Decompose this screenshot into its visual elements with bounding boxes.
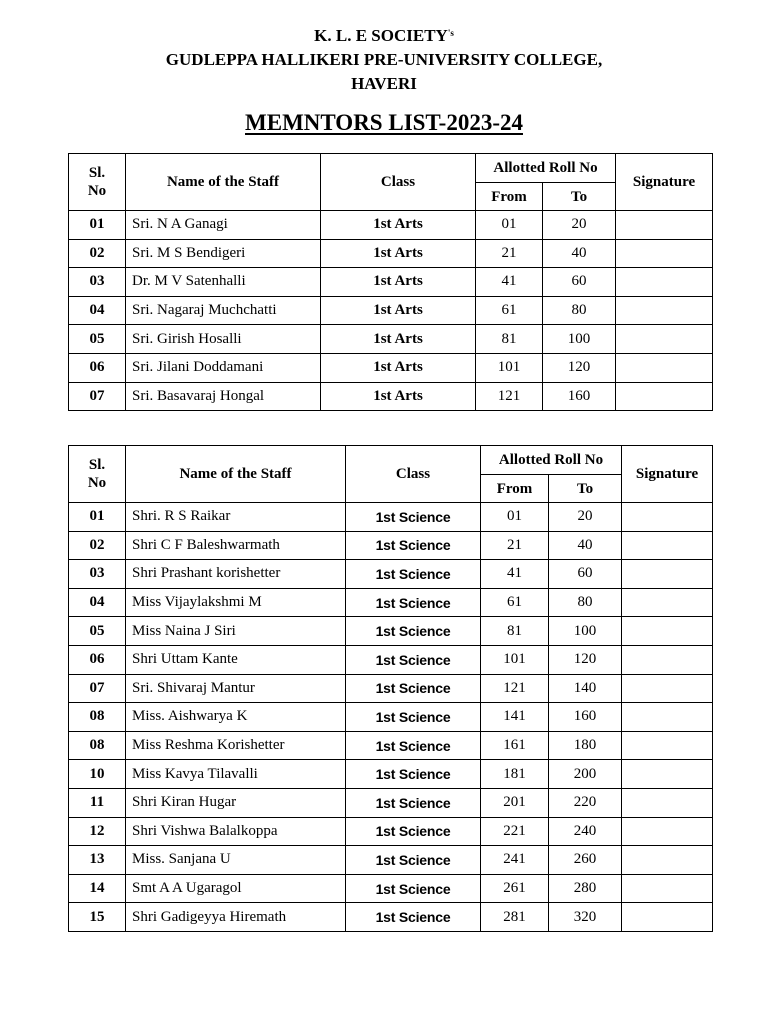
row-class: 1st Science xyxy=(346,903,481,932)
row-staff-name: Sri. Jilani Doddamani xyxy=(126,353,321,382)
row-roll-from: 81 xyxy=(481,617,549,646)
row-roll-to: 120 xyxy=(549,645,622,674)
table-row xyxy=(69,874,713,903)
row-staff-name: Shri Uttam Kante xyxy=(126,645,346,674)
row-class: 1st Science xyxy=(346,588,481,617)
row-roll-to: 40 xyxy=(549,531,622,560)
row-sl-number: 12 xyxy=(69,817,126,846)
table-row xyxy=(69,560,713,589)
col-header-from: From xyxy=(481,475,549,503)
row-roll-from: 01 xyxy=(476,211,543,240)
row-class: 1st Science xyxy=(346,846,481,875)
row-roll-to: 220 xyxy=(549,788,622,817)
row-staff-name: Sri. M S Bendigeri xyxy=(126,239,321,268)
row-sl-number: 05 xyxy=(69,325,126,354)
row-signature-cell xyxy=(616,239,713,268)
row-sl-number: 04 xyxy=(69,296,126,325)
table-row xyxy=(69,903,713,932)
table-row xyxy=(69,531,713,560)
row-class: 1st Science xyxy=(346,703,481,732)
row-roll-from: 121 xyxy=(476,382,543,411)
row-signature-cell xyxy=(616,382,713,411)
row-sl-number: 14 xyxy=(69,874,126,903)
row-roll-to: 200 xyxy=(549,760,622,789)
row-roll-to: 260 xyxy=(549,846,622,875)
table-row xyxy=(69,760,713,789)
row-sl-number: 08 xyxy=(69,703,126,732)
row-staff-name: Miss. Aishwarya K xyxy=(126,703,346,732)
row-class: 1st Science xyxy=(346,817,481,846)
table-row xyxy=(69,846,713,875)
table-row xyxy=(69,353,713,382)
col-header-signature: Signature xyxy=(616,154,713,211)
row-signature-cell xyxy=(622,503,713,532)
row-signature-cell xyxy=(622,817,713,846)
table-row xyxy=(69,817,713,846)
row-class: 1st Science xyxy=(346,874,481,903)
row-roll-from: 261 xyxy=(481,874,549,903)
col-header-sl: Sl. No xyxy=(69,446,126,503)
row-roll-to: 280 xyxy=(549,874,622,903)
row-sl-number: 07 xyxy=(69,674,126,703)
row-staff-name: Sri. Basavaraj Hongal xyxy=(126,382,321,411)
row-signature-cell xyxy=(622,760,713,789)
col-header-allotted: Allotted Roll No xyxy=(481,446,622,475)
row-roll-to: 20 xyxy=(549,503,622,532)
row-roll-to: 100 xyxy=(543,325,616,354)
col-header-sl: Sl. No xyxy=(69,154,126,211)
table-row xyxy=(69,674,713,703)
row-class: 1st Science xyxy=(346,503,481,532)
row-signature-cell xyxy=(616,211,713,240)
row-roll-from: 201 xyxy=(481,788,549,817)
row-signature-cell xyxy=(616,296,713,325)
table-row xyxy=(69,731,713,760)
row-roll-to: 20 xyxy=(543,211,616,240)
row-staff-name: Shri. R S Raikar xyxy=(126,503,346,532)
row-class: 1st Science xyxy=(346,617,481,646)
col-header-name: Name of the Staff xyxy=(126,446,346,503)
row-roll-from: 161 xyxy=(481,731,549,760)
row-roll-from: 101 xyxy=(481,645,549,674)
row-roll-from: 101 xyxy=(476,353,543,382)
row-staff-name: Shri Prashant korishetter xyxy=(126,560,346,589)
row-staff-name: Shri Gadigeyya Hiremath xyxy=(126,903,346,932)
row-roll-from: 21 xyxy=(481,531,549,560)
row-roll-to: 40 xyxy=(543,239,616,268)
row-sl-number: 02 xyxy=(69,239,126,268)
row-roll-to: 60 xyxy=(549,560,622,589)
science-mentors-table xyxy=(68,445,713,932)
row-signature-cell xyxy=(622,531,713,560)
row-class: 1st Arts xyxy=(321,325,476,354)
row-signature-cell xyxy=(616,268,713,297)
col-header-to: To xyxy=(543,183,616,211)
row-signature-cell xyxy=(622,674,713,703)
row-sl-number: 01 xyxy=(69,211,126,240)
row-roll-to: 80 xyxy=(549,588,622,617)
college-city: HAVERI xyxy=(351,74,417,93)
row-roll-to: 120 xyxy=(543,353,616,382)
table-row xyxy=(69,239,713,268)
col-header-from: From xyxy=(476,183,543,211)
row-signature-cell xyxy=(622,788,713,817)
col-header-name: Name of the Staff xyxy=(126,154,321,211)
table-row xyxy=(69,703,713,732)
row-signature-cell xyxy=(622,588,713,617)
row-sl-number: 06 xyxy=(69,353,126,382)
college-name: GUDLEPPA HALLIKERI PRE-UNIVERSITY COLLEGE, xyxy=(165,50,603,69)
row-staff-name: Smt A A Ugaragol xyxy=(126,874,346,903)
row-staff-name: Shri C F Baleshwarmath xyxy=(126,531,346,560)
row-roll-to: 320 xyxy=(549,903,622,932)
table-row xyxy=(69,268,713,297)
row-class: 1st Science xyxy=(346,788,481,817)
col-header-class: Class xyxy=(346,446,481,503)
row-sl-number: 03 xyxy=(69,560,126,589)
row-sl-number: 11 xyxy=(69,788,126,817)
row-signature-cell xyxy=(622,560,713,589)
row-roll-from: 41 xyxy=(481,560,549,589)
row-staff-name: Miss. Sanjana U xyxy=(126,846,346,875)
table-row xyxy=(69,382,713,411)
table-row xyxy=(69,325,713,354)
col-header-allotted: Allotted Roll No xyxy=(476,154,616,183)
row-roll-to: 160 xyxy=(543,382,616,411)
row-class: 1st Arts xyxy=(321,353,476,382)
row-sl-number: 02 xyxy=(69,531,126,560)
row-sl-number: 08 xyxy=(69,731,126,760)
row-signature-cell xyxy=(622,874,713,903)
row-class: 1st Science xyxy=(346,674,481,703)
col-header-class: Class xyxy=(321,154,476,211)
row-sl-number: 03 xyxy=(69,268,126,297)
row-roll-from: 181 xyxy=(481,760,549,789)
row-class: 1st Science xyxy=(346,560,481,589)
row-sl-number: 01 xyxy=(69,503,126,532)
row-roll-from: 21 xyxy=(476,239,543,268)
row-roll-to: 160 xyxy=(549,703,622,732)
row-sl-number: 13 xyxy=(69,846,126,875)
row-staff-name: Sri. Girish Hosalli xyxy=(126,325,321,354)
row-signature-cell xyxy=(622,645,713,674)
row-signature-cell xyxy=(616,325,713,354)
row-staff-name: Miss Reshma Korishetter xyxy=(126,731,346,760)
row-roll-to: 80 xyxy=(543,296,616,325)
row-roll-to: 180 xyxy=(549,731,622,760)
row-roll-from: 01 xyxy=(481,503,549,532)
row-staff-name: Miss Kavya Tilavalli xyxy=(126,760,346,789)
table-row xyxy=(69,645,713,674)
row-staff-name: Dr. M V Satenhalli xyxy=(126,268,321,297)
row-class: 1st Arts xyxy=(321,211,476,240)
row-roll-from: 221 xyxy=(481,817,549,846)
row-roll-from: 41 xyxy=(476,268,543,297)
row-class: 1st Arts xyxy=(321,382,476,411)
table-row xyxy=(69,788,713,817)
table-row xyxy=(69,296,713,325)
row-sl-number: 06 xyxy=(69,645,126,674)
row-sl-number: 10 xyxy=(69,760,126,789)
row-roll-to: 240 xyxy=(549,817,622,846)
society-text: K. L. E SOCIETY xyxy=(314,26,448,45)
row-staff-name: Sri. Shivaraj Mantur xyxy=(126,674,346,703)
row-signature-cell xyxy=(622,903,713,932)
row-signature-cell xyxy=(616,353,713,382)
row-roll-from: 61 xyxy=(481,588,549,617)
society-name xyxy=(0,26,768,46)
row-signature-cell xyxy=(622,731,713,760)
table-row xyxy=(69,503,713,532)
row-roll-to: 100 xyxy=(549,617,622,646)
row-sl-number: 15 xyxy=(69,903,126,932)
table-row xyxy=(69,617,713,646)
row-signature-cell xyxy=(622,703,713,732)
col-header-to: To xyxy=(549,475,622,503)
table-row xyxy=(69,588,713,617)
row-signature-cell xyxy=(622,846,713,875)
row-sl-number: 05 xyxy=(69,617,126,646)
row-roll-from: 61 xyxy=(476,296,543,325)
row-staff-name: Miss Vijaylakshmi M xyxy=(126,588,346,617)
arts-mentors-table xyxy=(68,153,713,411)
row-signature-cell xyxy=(622,617,713,646)
row-roll-to: 140 xyxy=(549,674,622,703)
row-class: 1st Arts xyxy=(321,296,476,325)
row-roll-from: 81 xyxy=(476,325,543,354)
row-class: 1st Science xyxy=(346,645,481,674)
row-sl-number: 07 xyxy=(69,382,126,411)
row-class: 1st Science xyxy=(346,531,481,560)
row-roll-from: 141 xyxy=(481,703,549,732)
row-staff-name: Miss Naina J Siri xyxy=(126,617,346,646)
page-title: MEMNTORS LIST-2023-24 xyxy=(245,110,523,135)
row-class: 1st Science xyxy=(346,731,481,760)
col-header-signature: Signature xyxy=(622,446,713,503)
row-class: 1st Arts xyxy=(321,239,476,268)
row-roll-to: 60 xyxy=(543,268,616,297)
row-staff-name: Sri. Nagaraj Muchchatti xyxy=(126,296,321,325)
society-superscript: 's xyxy=(447,28,454,38)
row-roll-from: 241 xyxy=(481,846,549,875)
row-class: 1st Science xyxy=(346,760,481,789)
row-roll-from: 121 xyxy=(481,674,549,703)
table-row xyxy=(69,211,713,240)
row-staff-name: Sri. N A Ganagi xyxy=(126,211,321,240)
row-class: 1st Arts xyxy=(321,268,476,297)
row-staff-name: Shri Vishwa Balalkoppa xyxy=(126,817,346,846)
row-roll-from: 281 xyxy=(481,903,549,932)
row-staff-name: Shri Kiran Hugar xyxy=(126,788,346,817)
row-sl-number: 04 xyxy=(69,588,126,617)
